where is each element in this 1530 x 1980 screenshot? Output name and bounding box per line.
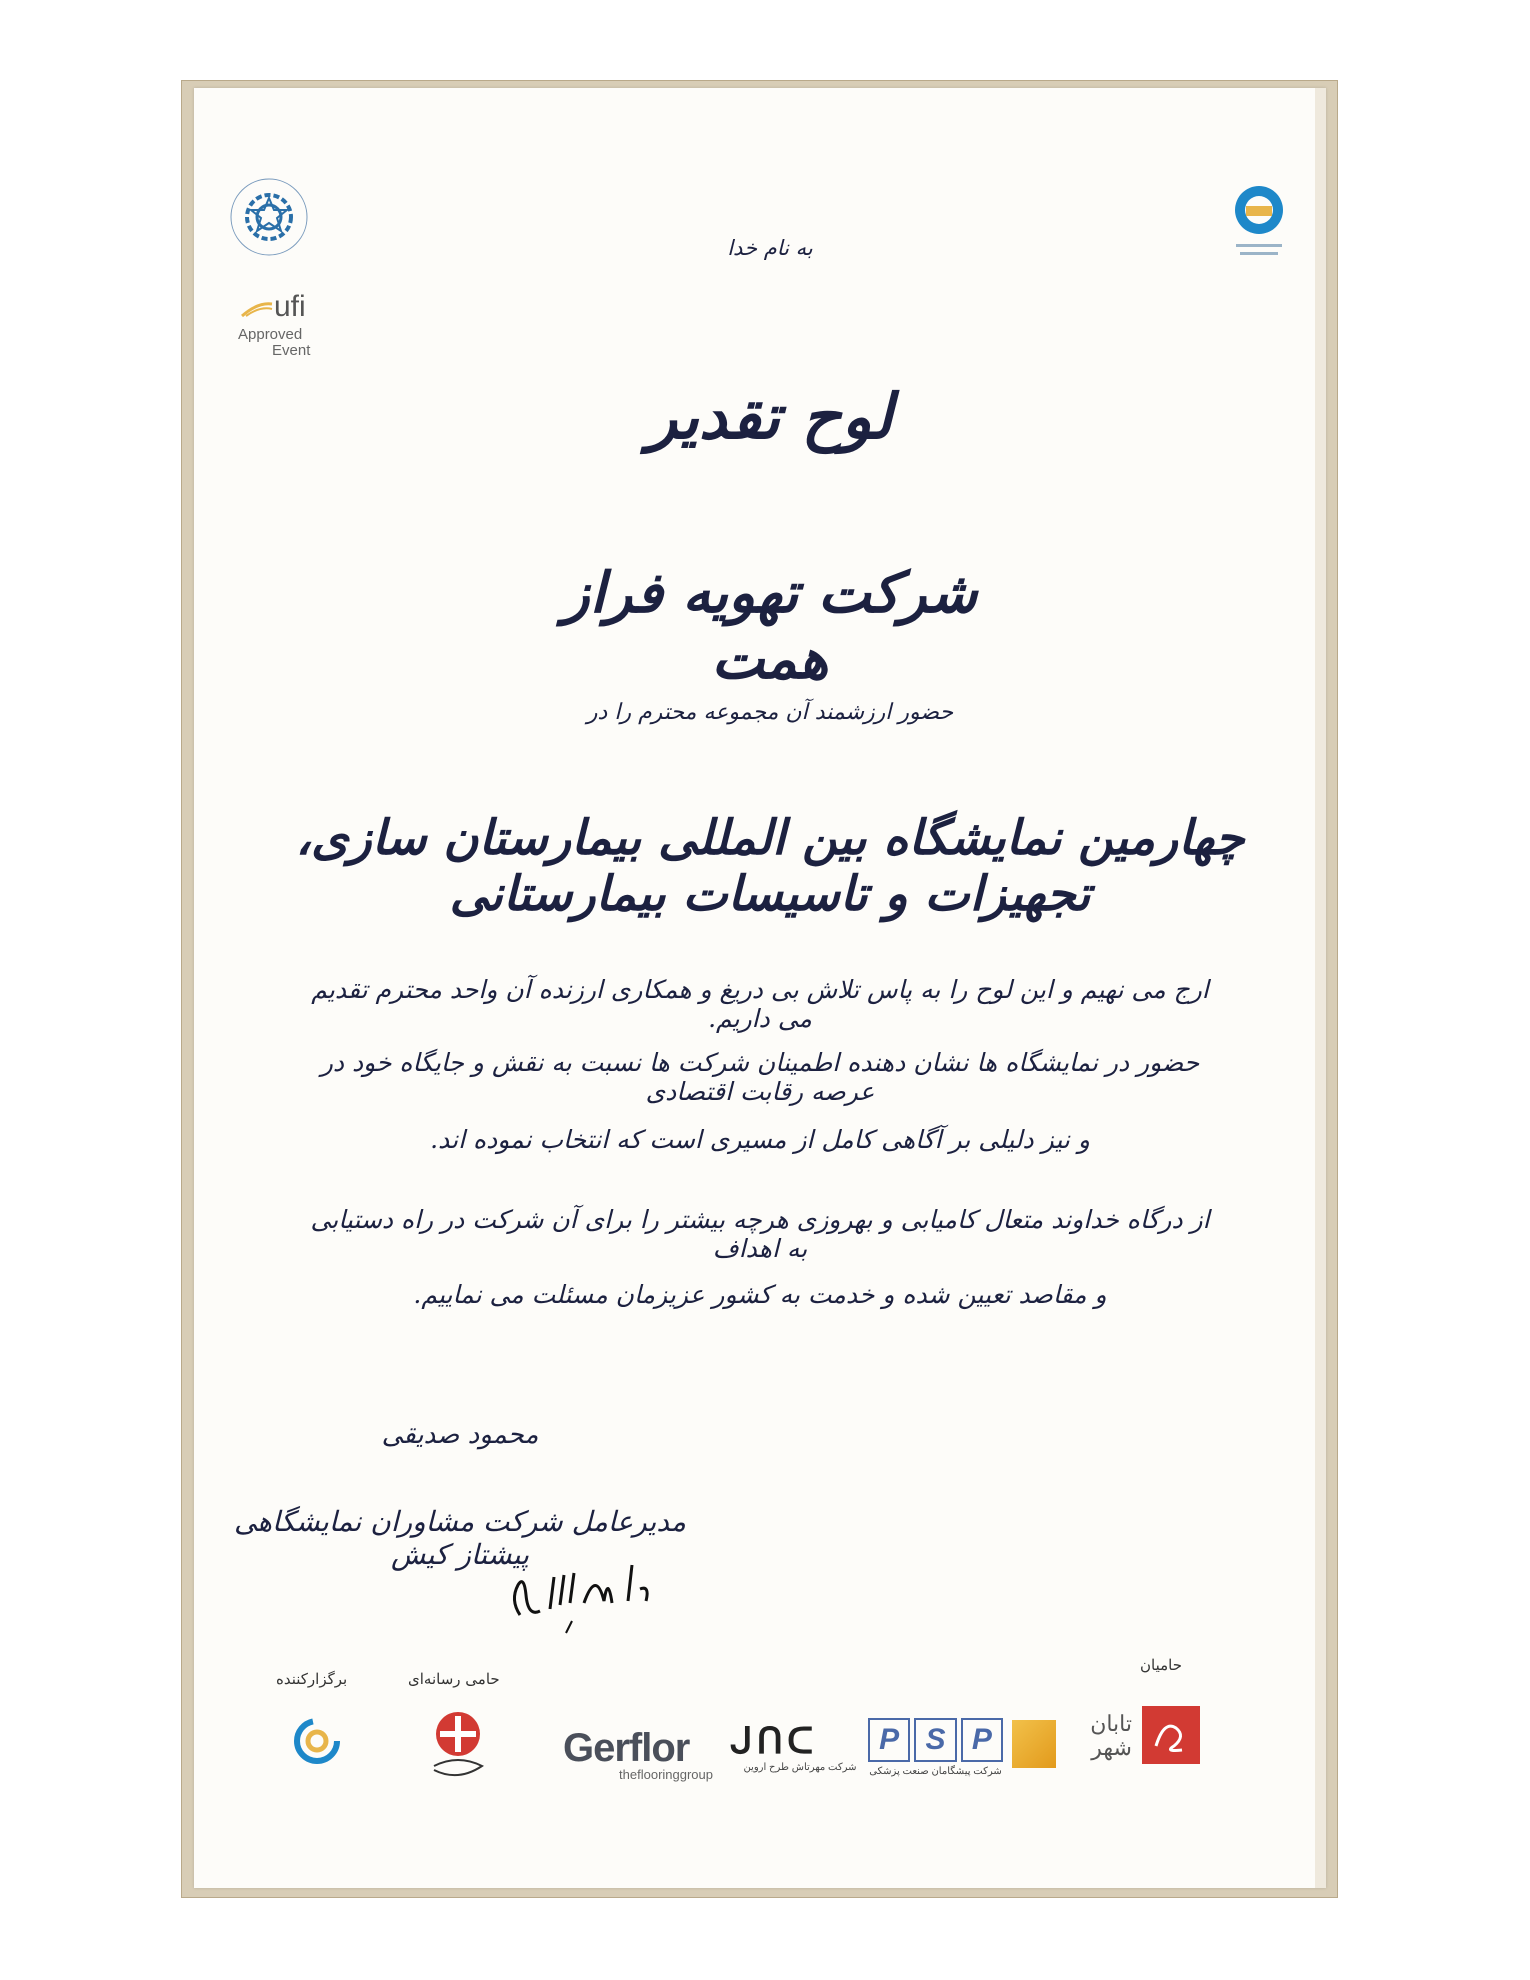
ufi-event-text: Event <box>272 342 311 359</box>
calligraphy-icon <box>1142 1706 1200 1764</box>
recipient-company: شرکت تهویه فراز همت <box>562 560 978 692</box>
bismillah-heading: به نام خدا <box>727 236 813 260</box>
red-sponsor-logo <box>1142 1706 1200 1764</box>
intro-line: حضور ارزشمند آن مجموعه محترم را در <box>586 700 954 725</box>
mehrtash-name: شرکت مهرتاش طرح اروین <box>743 1762 857 1773</box>
paper-edge <box>1315 88 1326 1888</box>
media-sponsor-logo <box>420 1708 496 1790</box>
mehrtash-logo <box>730 1720 870 1773</box>
gerflor-name: Gerflor <box>563 1726 690 1770</box>
body-line: ارج می نهیم و این لوح را به پاس تلاش بی دریغ و همکاری ارزنده آن واحد محترم تقدیم می داریم. <box>311 975 1209 1033</box>
organizer-label: برگزارکننده <box>276 1670 348 1688</box>
event-name: چهارمین نمایشگاه بین المللی بیمارستان سازی، تجهیزات و تاسیسات بیمارستانی <box>295 810 1245 922</box>
sponsors-label: حامیان <box>1140 1656 1182 1674</box>
organizer-logo <box>292 1716 342 1766</box>
psp-letters <box>868 1718 1003 1762</box>
kish-organization-logo <box>1216 180 1302 280</box>
psp-letter: P <box>868 1718 910 1762</box>
gerflor-tagline: theflooringgroup <box>619 1767 713 1782</box>
psp-name: شرکت پیشگامان صنعت پزشکی <box>869 1766 1002 1777</box>
signer-name: محمود صدیقی <box>381 1420 539 1450</box>
taban-shahr-name: تابان شهر <box>1090 1711 1132 1760</box>
ufi-approved-text: Approved <box>238 326 303 343</box>
body-line: حضور در نمایشگاه ها نشان دهنده اطمینان شرکت ها نسبت به نقش و جایگاه خود در عرصه رقابت اقتصادی <box>320 1048 1200 1106</box>
building-icon <box>1012 1720 1056 1768</box>
psp-letter: S <box>914 1718 956 1762</box>
handwritten-signature <box>500 1545 680 1635</box>
ufi-mark: ufi <box>274 290 306 323</box>
psp-letter: P <box>961 1718 1003 1762</box>
gerflor-logo <box>563 1726 713 1782</box>
taban-shahr-logo <box>1012 1712 1132 1772</box>
expo-seal-logo <box>228 176 310 258</box>
media-sponsor-label: حامی رسانه‌ای <box>408 1670 500 1688</box>
certificate-title: لوح تقدیر <box>647 380 893 453</box>
signer-title: مدیرعامل شرکت مشاوران نمایشگاهی پیشتاز کیش <box>233 1505 687 1571</box>
ufi-approved-event-logo <box>232 290 322 362</box>
body-line: از درگاه خداوند متعال کامیابی و بهروزی هرچه بیشتر را برای آن شرکت در راه دستیابی به اهداف <box>310 1205 1210 1263</box>
mehrtash-mark: ᒍᑎᑕ <box>730 1720 818 1761</box>
body-line: و نیز دلیلی بر آگاهی کامل از مسیری است که انتخاب نموده اند. <box>430 1125 1090 1154</box>
ufi-swoosh-icon <box>240 300 274 318</box>
psp-logo <box>868 1718 1003 1777</box>
body-line: و مقاصد تعیین شده و خدمت به کشور عزیزمان مسئلت می نماییم. <box>413 1280 1107 1309</box>
